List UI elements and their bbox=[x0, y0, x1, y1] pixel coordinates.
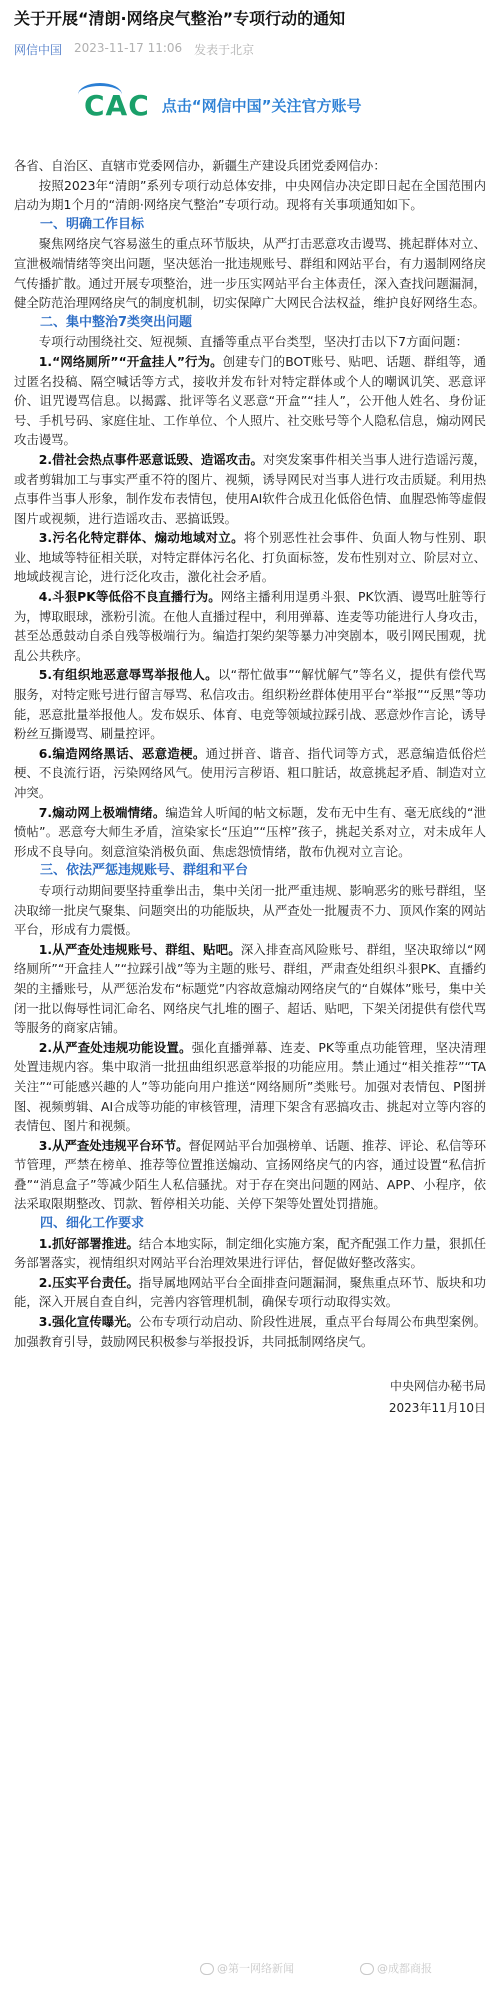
list-item: 2.压实平台责任。指导属地网站平台全面排查问题漏洞，聚焦重点环节、版块和功能，深入开展自查自纠，完善内容管理机制，确保专项行动取得实效。 bbox=[14, 1274, 486, 1310]
list-item: 7.煽动网上极端情绪。编造耸人听闻的帖文标题，发布无中生有、毫无底线的“泄愤帖”。恶意夸大师生矛盾，渲染家长“压迫”“压榨”孩子，挑起关系对立，对未成年人形成不良导向。刻意渲染消极负面、焦虑怨愤情绪，散布仇视对立言论。 bbox=[14, 804, 486, 859]
list-item: 3.从严查处违规平台环节。督促网站平台加强榜单、话题、推荐、评论、私信等环节管理，严禁在榜单、推荐等位置推送煽动、宣扬网络戾气的内容，通过设置“私信折叠”“消息盒子”等减少陌生人私信骚扰。对于存在突出问题的网站、APP、小程序，依法采取限期整改、罚款、暂停相关功能、关停下架等处置处罚措施。 bbox=[14, 1137, 486, 1212]
section-heading-1: 一、明确工作目标 bbox=[40, 216, 145, 232]
publish-datetime: 2023-11-17 11:06 bbox=[74, 41, 183, 55]
list-item: 2.借社会热点事件恶意诋毁、造谣攻击。对突发案事件相关当事人进行造谣污蔑，或者剪辑加工与事实严重不符的图片、视频，诱导网民对当事人进行攻击质疑。利用热点事件当事人形象，制作发布表情包，使用AI软件合成丑化低俗色情、血腥恐怖等虚假图片或视频，进行造谣攻击、恶搞诋毁。 bbox=[14, 451, 486, 526]
list-item: 4.斗狠PK等低俗不良直播行为。网络主播利用逞勇斗狠、PK饮酒、谩骂吐脏等行为，博取眼球，涨粉引流。在他人直播过程中，利用弹幕、连麦等功能进行人身攻击，甚至怂恿鼓动自杀自残等极端行为。编造打架约架等暴力冲突剧本，吸引网民围观，扰乱公共秩序。 bbox=[14, 589, 486, 663]
list-item: 6.编造网络黑话、恶意造梗。通过拼音、谐音、指代词等方式，恶意编造低俗烂梗、不良流行语，污染网络风气。使用污言秽语、粗口脏话，故意挑起矛盾、制造对立冲突。 bbox=[14, 745, 486, 800]
section-2-intro: 专项行动围绕社交、短视频、直播等重点平台类型，坚决打击以下7方面问题： bbox=[38, 334, 468, 350]
section-1-text: 聚焦网络戾气容易滋生的重点环节版块，从严打击恶意攻击谩骂、挑起群体对立、宣泄极端情绪等突出问题，坚决惩治一批违规账号、群组和网站平台，有力遏制网络戾气传播扩散。通过开展专项整治，进一步压实网站平台主体责任，深入查找问题漏洞，健全防范治理网络戾气的制度机制，切实保障广大网民合法权益，维护良好网络生态。 bbox=[14, 236, 486, 311]
publish-location: 发表于北京 bbox=[194, 43, 255, 57]
list-item: 2.从严查处违规功能设置。强化直播弹幕、连麦、PK等重点功能管理，坚决清理处置违规内容。集中取消一批扭曲组织恶意举报的功能应用。禁止通过“相关推荐”“TA关注”“可能感兴趣的人”等功能向用户推送“网络厕所”类账号。加强对表情包、P图拼图、视频剪辑、AI合成等功能的审核管理，清理下架含有恶搞攻击、挑起对立等内容的表情包、图片和视频。 bbox=[14, 1039, 486, 1134]
salutation: 各省、自治区、直辖市党委网信办，新疆生产建设兵团党委网信办： bbox=[14, 158, 386, 173]
cac-logo-icon: CAC bbox=[84, 89, 150, 122]
source-link[interactable]: 网信中国 bbox=[14, 43, 63, 57]
section-3-intro: 专项行动期间要坚持重拳出击，集中关闭一批严重违规、影响恶劣的账号群组，坚决取缔一批戾气聚集、问题突出的功能版块，从严查处一批履责不力、顶风作案的网站平台，形成有力震慑。 bbox=[14, 882, 486, 938]
list-item: 3.污名化特定群体、煽动地域对立。将个别恶性社会事件、负面人物与性别、职业、地域等特征相关联，对特定群体污名化、打负面标签，发布性别对立、阶层对立、地域歧视言论，进行泛化攻击，激化社会矛盾。 bbox=[14, 530, 486, 585]
watermark-left: @第一网络新闻 bbox=[200, 1960, 294, 1976]
follow-banner-text: 点击“网信中国”关注官方账号 bbox=[161, 96, 362, 115]
section-4-list bbox=[14, 1234, 486, 1352]
intro-paragraph: 按照2023年“清朗”系列专项行动总体安排，中央网信办决定即日起在全国范围内启动为期1个月的“清朗·网络戾气整治”专项行动。现将有关事项通知如下。 bbox=[14, 177, 486, 213]
section-heading-4: 四、细化工作要求 bbox=[40, 1216, 145, 1232]
section-heading-3: 三、依法严惩违规账号、群组和平台 bbox=[40, 863, 249, 879]
section-heading-2: 二、集中整治7类突出问题 bbox=[40, 314, 193, 330]
signature-date: 2023年11月10日 bbox=[388, 1401, 486, 1416]
signature-block bbox=[14, 1375, 486, 1419]
list-item: 1.“网络厕所”“开盒挂人”行为。创建专门的BOT账号、贴吧、话题、群组等，通过匿名投稿、隔空喊话等方式，接收并发布针对特定群体或个人的嘲讽讥笑、恶意评价、诅咒谩骂信息。以揭露、批评等名义恶意“开盒”“挂人”，公开他人姓名、身份证号、手机号码、家庭住址、工作单位、个人照片、社交账号等个人隐私信息，煽动网民攻击谩骂。 bbox=[14, 353, 486, 448]
signature-org: 中央网信办秘书局 bbox=[389, 1379, 486, 1394]
section-2-list bbox=[14, 352, 486, 861]
list-item: 1.从严查处违规账号、群组、贴吧。深入排查高风险账号、群组，坚决取缔以“网络厕所”“开盒挂人”“拉踩引战”等为主题的账号、群组，严肃查处组织斗狠PK、直播约架的主播账号，从严惩治发布“标题党”内容故意煽动网络戾气的“自媒体”账号，集中关闭一批以侮辱性词汇命名、网络戾气扎堆的圈子、超话、贴吧，下架关闭提供有偿代骂等服务的商家店铺。 bbox=[14, 941, 486, 1036]
article-meta bbox=[14, 41, 486, 58]
follow-banner[interactable] bbox=[84, 80, 486, 130]
watermark-right: @成都商报 bbox=[360, 1960, 432, 1976]
article-title: 关于开展“清朗·网络戾气整治”专项行动的通知 bbox=[14, 9, 346, 28]
weibo-icon bbox=[200, 1963, 214, 1975]
list-item: 5.有组织地恶意辱骂举报他人。以“帮忙做事”“解忧解气”等名义，提供有偿代骂服务，对特定账号进行留言辱骂、私信攻击。组织粉丝群体使用平台“举报”“反黑”等功能，恶意批量举报他人。发布娱乐、体育、电竞等领域拉踩引战、恶意炒作言论，诱导粉丝互撕谩骂、刷量控评。 bbox=[14, 667, 486, 742]
weibo-icon bbox=[360, 1963, 374, 1975]
article-body bbox=[14, 156, 486, 1419]
list-item: 1.抓好部署推进。结合本地实际，制定细化实施方案，配齐配强工作力量，狠抓任务部署落实，视情组织对网站平台治理效果进行评估，督促做好整改落实。 bbox=[14, 1235, 486, 1271]
list-item: 3.强化宣传曝光。公布专项行动启动、阶段性进展，重点平台每周公布典型案例。加强教育引导，鼓励网民积极参与举报投诉，共同抵制网络戾气。 bbox=[14, 1314, 486, 1349]
section-3-list bbox=[14, 940, 486, 1214]
